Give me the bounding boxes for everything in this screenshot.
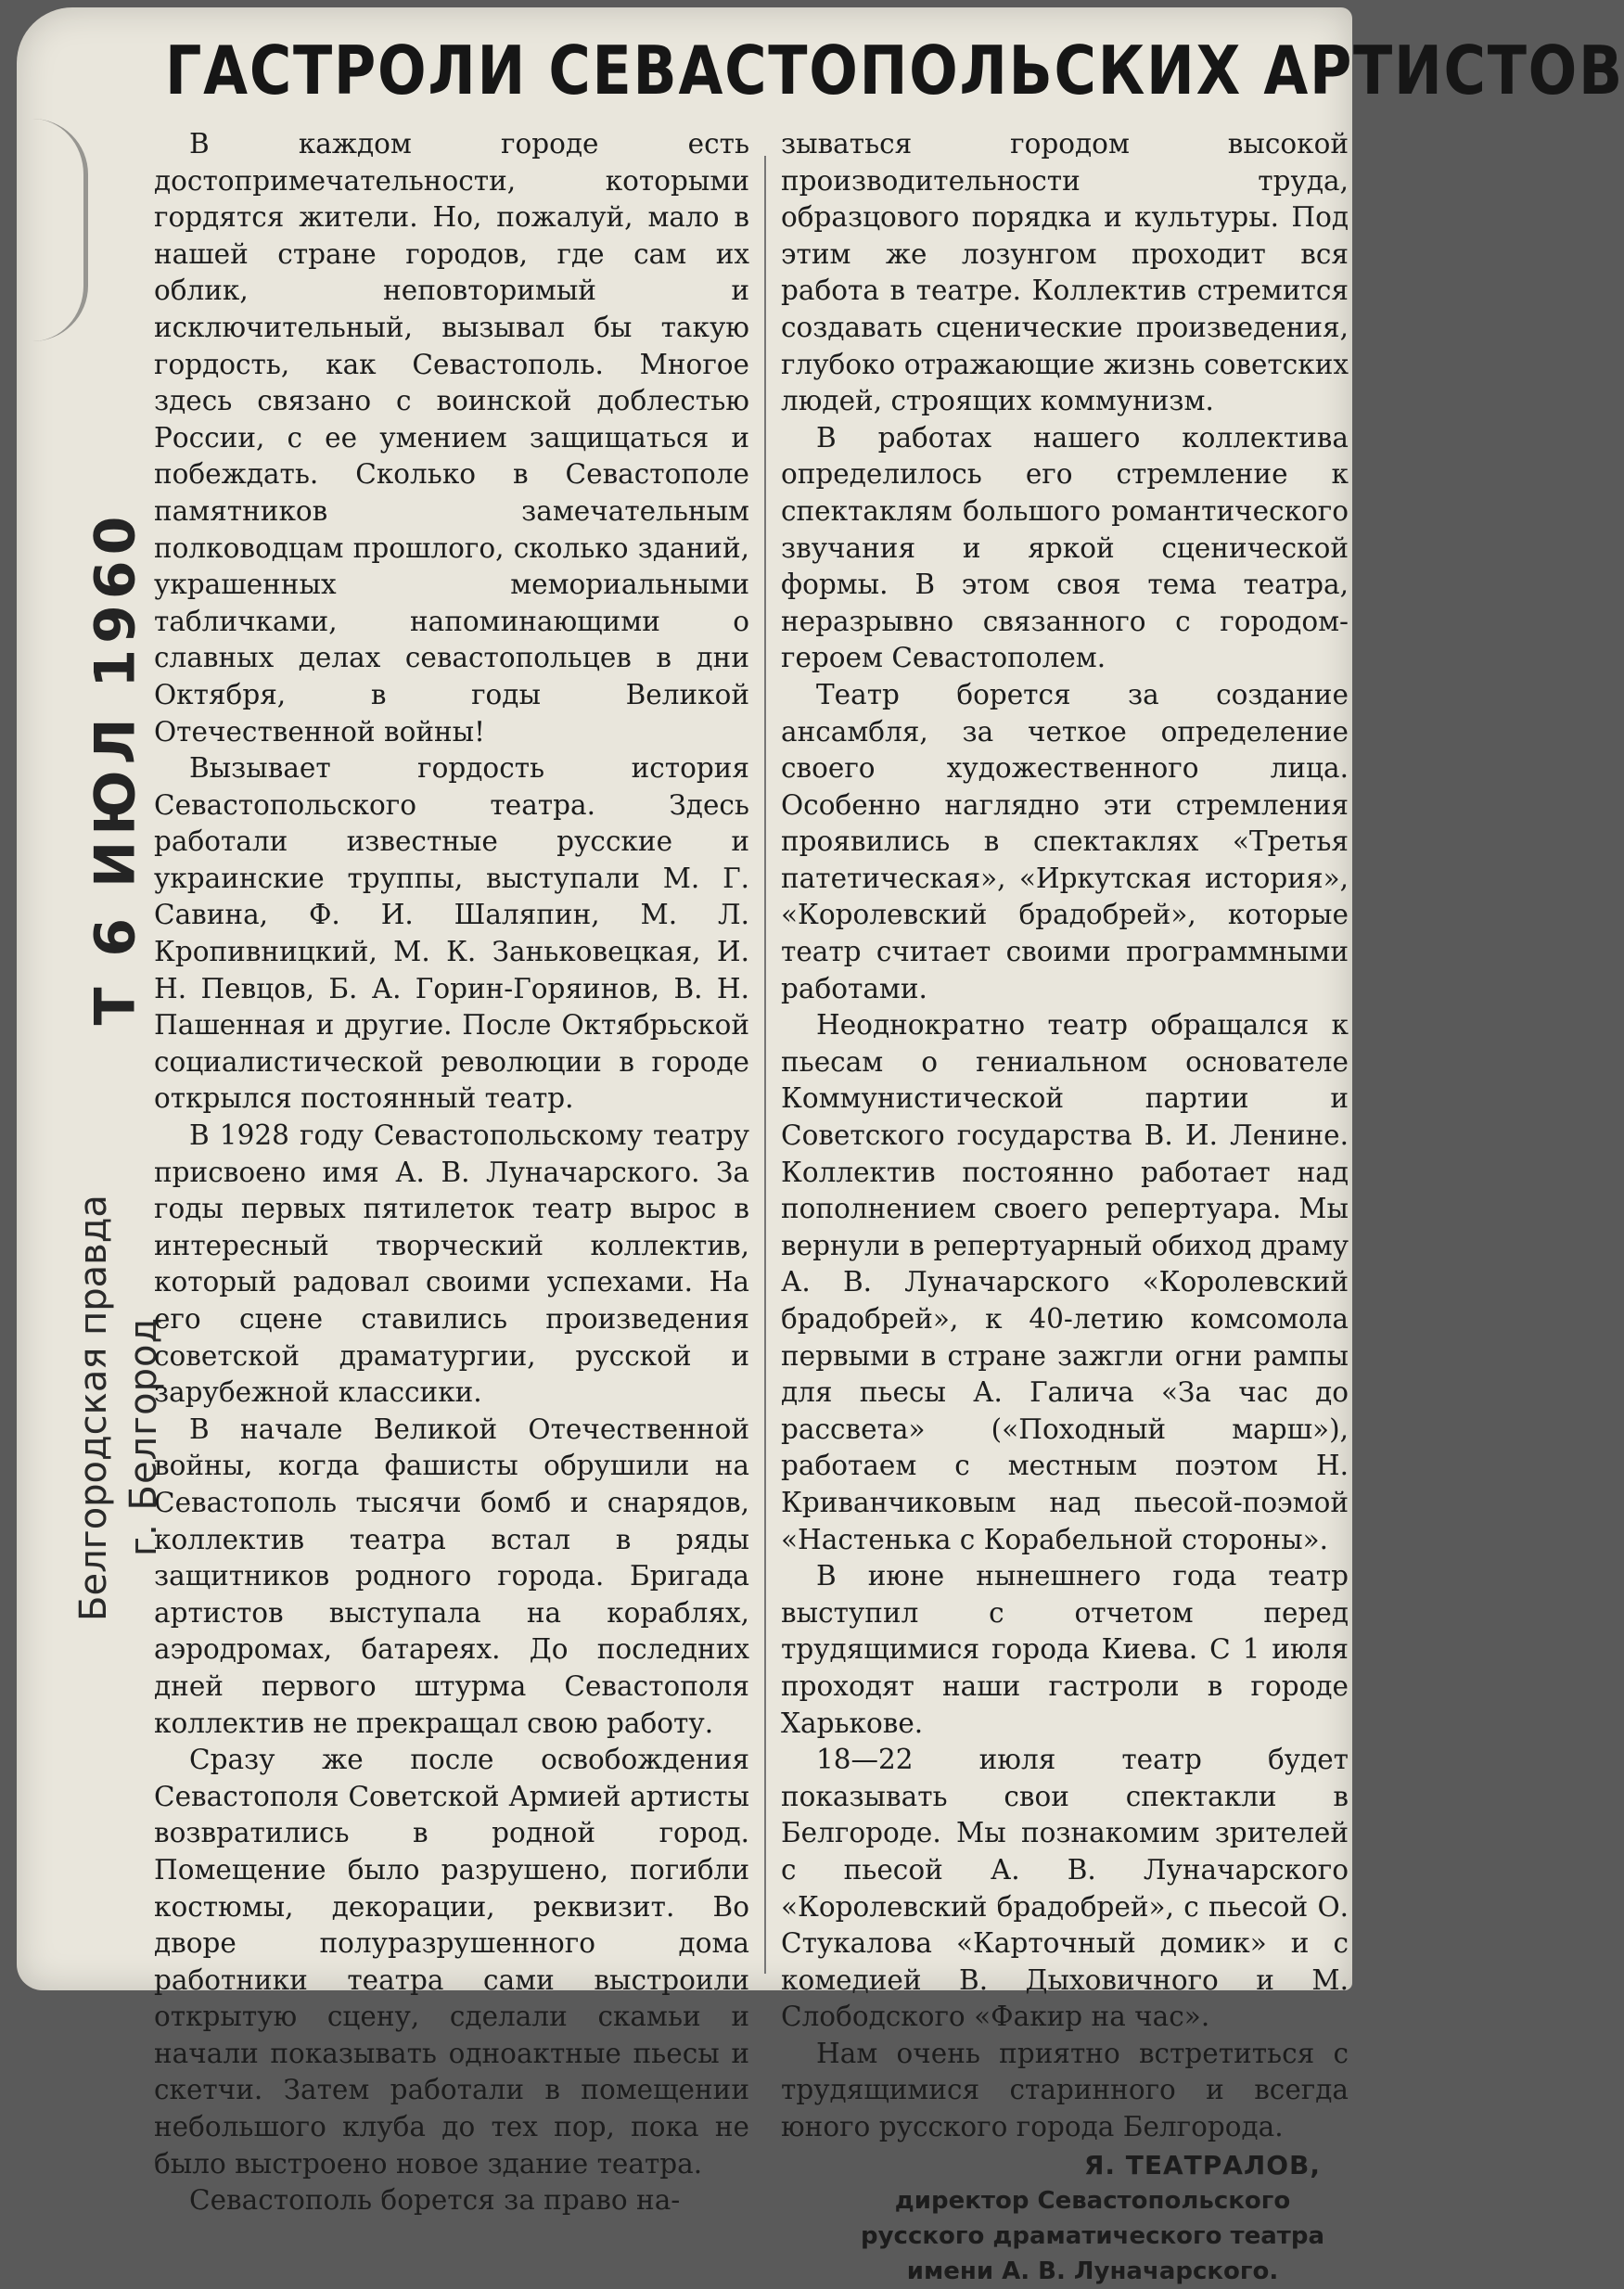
paragraph: 18—22 июля театр будет показывать свои спектакли в Белгороде. Мы познакомим зрителей с пьесой А. В. Луначарского «Королевский брадобрей», с пьесой О. Стукалова «Карточный домик» и с комедией В. Дыховичного и М. Слободского «Факир на час».	[781, 1744, 1349, 2033]
author-position: директор Севастопольского	[894, 2186, 1291, 2215]
article-column-1	[154, 126, 749, 2219]
headline: ГАСТРОЛИ СЕВАСТОПОЛЬСКИХ АРТИСТОВ	[165, 32, 1624, 109]
paragraph: В работах нашего коллектива определилось его стремление к спектаклям большого романтического звучания и яркой сценической формы. В этом своя тема театра, неразрывно связанного с городом-героем Севастополем.	[781, 421, 1349, 674]
source-paper: Белгородская правда	[72, 1195, 115, 1621]
date-stamp	[70, 508, 160, 1028]
paragraph: Нам очень приятно встретиться с трудящимися старинного и всегда юного русского города Белгорода.	[781, 2037, 1349, 2143]
date-stamp-text: Т 6 ИЮЛ 1960	[83, 510, 147, 1026]
paragraph: Неоднократно театр обращался к пьесам о гениальном основателе Коммунистической партии и Советского государства В. И. Ленине. Коллектив постоянно работает над пополнением своего репертуара. Мы вернули в репертуарный обиход драму А. В. Луначарского «Королевский брадобрей», к 40-летию комсомола первыми в стране зажгли огни рампы для пьесы А. Галича «За час до рассвета» («Походный марш»), работаем с местным поэтом Н. Криванчиковым над пьесой-поэмой «Настенька с Корабельной стороны».	[781, 1009, 1349, 1555]
paragraph: Сразу же после освобождения Севастополя Советской Армией артисты возвратились в родной город. Помещение было разрушено, погибли костюмы, декорации, реквизит. Во дворе полуразрушенного дома работники театра сами выстроили открытую сцену, сделали скамьи и начали показывать одноактные пьесы и скетчи. Затем работали в помещении небольшого клуба до тех пор, пока не было выстроено новое здание театра.	[154, 1744, 749, 2180]
paragraph: Севастополь борется за право на-	[189, 2184, 681, 2217]
author-position: имени А. В. Луначарского.	[906, 2257, 1279, 2285]
paragraph-continued: зываться городом высокой производительности труда, образцового порядка и культуры. Под этим же лозунгом проходит вся работа в театре. Коллектив стремится создавать сценические произведения, глубоко отражающие жизнь советских людей, строящих коммунизм.	[781, 128, 1349, 417]
paragraph: Вызывает гордость история Севастопольского театра. Здесь работали известные русские и украинские труппы, выступали М. Г. Савина, Ф. И. Шаляпин, М. Л. Кропивницкий, М. К. Заньковецкая, И. Н. Певцов, Б. А. Горин-Горяинов, В. Н. Пашенная и другие. После Октябрьской социалистической революции в городе открылся постоянный театр.	[154, 752, 749, 1115]
paragraph: В июне нынешнего года театр выступил с отчетом перед трудящимися города Киева. С 1 июля проходят наши гастроли в городе Харькове.	[781, 1560, 1349, 1739]
author-signature	[781, 2148, 1349, 2289]
article-column-2	[781, 126, 1349, 2289]
column-divider	[764, 156, 766, 1974]
paragraph: Театр борется за создание ансамбля, за четкое определение своего художественного лица. Особенно наглядно эти стремления проявились в спектаклях «Третья патетическая», «Иркутская история», «Королевский брадобрей», которые театр считает своими программными работами.	[781, 678, 1349, 1004]
pencil-mark	[28, 119, 88, 341]
paragraph: В 1928 году Севастопольскому театру присвоено имя А. В. Луначарского. За годы первых пятилеток театр вырос в интересный творческий коллектив, который радовал своими успехами. На его сцене ставились произведения советской драматургии, русской и зарубежной классики.	[154, 1119, 749, 1409]
author-name: Я. ТЕАТРАЛОВ,	[1083, 2149, 1321, 2180]
author-position: русского драматического театра	[860, 2221, 1324, 2250]
source-city: г. Белгород	[122, 1316, 165, 1556]
paragraph: В начале Великой Отечественной войны, когда фашисты обрушили на Севастополь тысячи бомб и снарядов, коллектив театра встал в ряды защитников родного города. Бригада артистов выступала на кораблях, аэродромах, батареях. До последних дней первого штурма Севастополя коллектив не прекращал свою работу.	[154, 1413, 749, 1739]
newspaper-clipping	[17, 7, 1624, 2285]
paragraph: В каждом городе есть достопримечательности, которыми гордятся жители. Но, пожалуй, мало в нашей стране городов, где сам их облик, неповторимый и исключительный, вызывал бы такую гордость, как Севастополь. Многое здесь связано с воинской доблестью России, с ее умением защищаться и побеждать. Сколько в Севастополе памятников замечательным полководцам прошлого, сколько зданий, украшенных мемориальными табличками, напоминающими о славных делах севастопольцев в дни Октября, в годы Великой Отечественной войны!	[154, 128, 749, 748]
